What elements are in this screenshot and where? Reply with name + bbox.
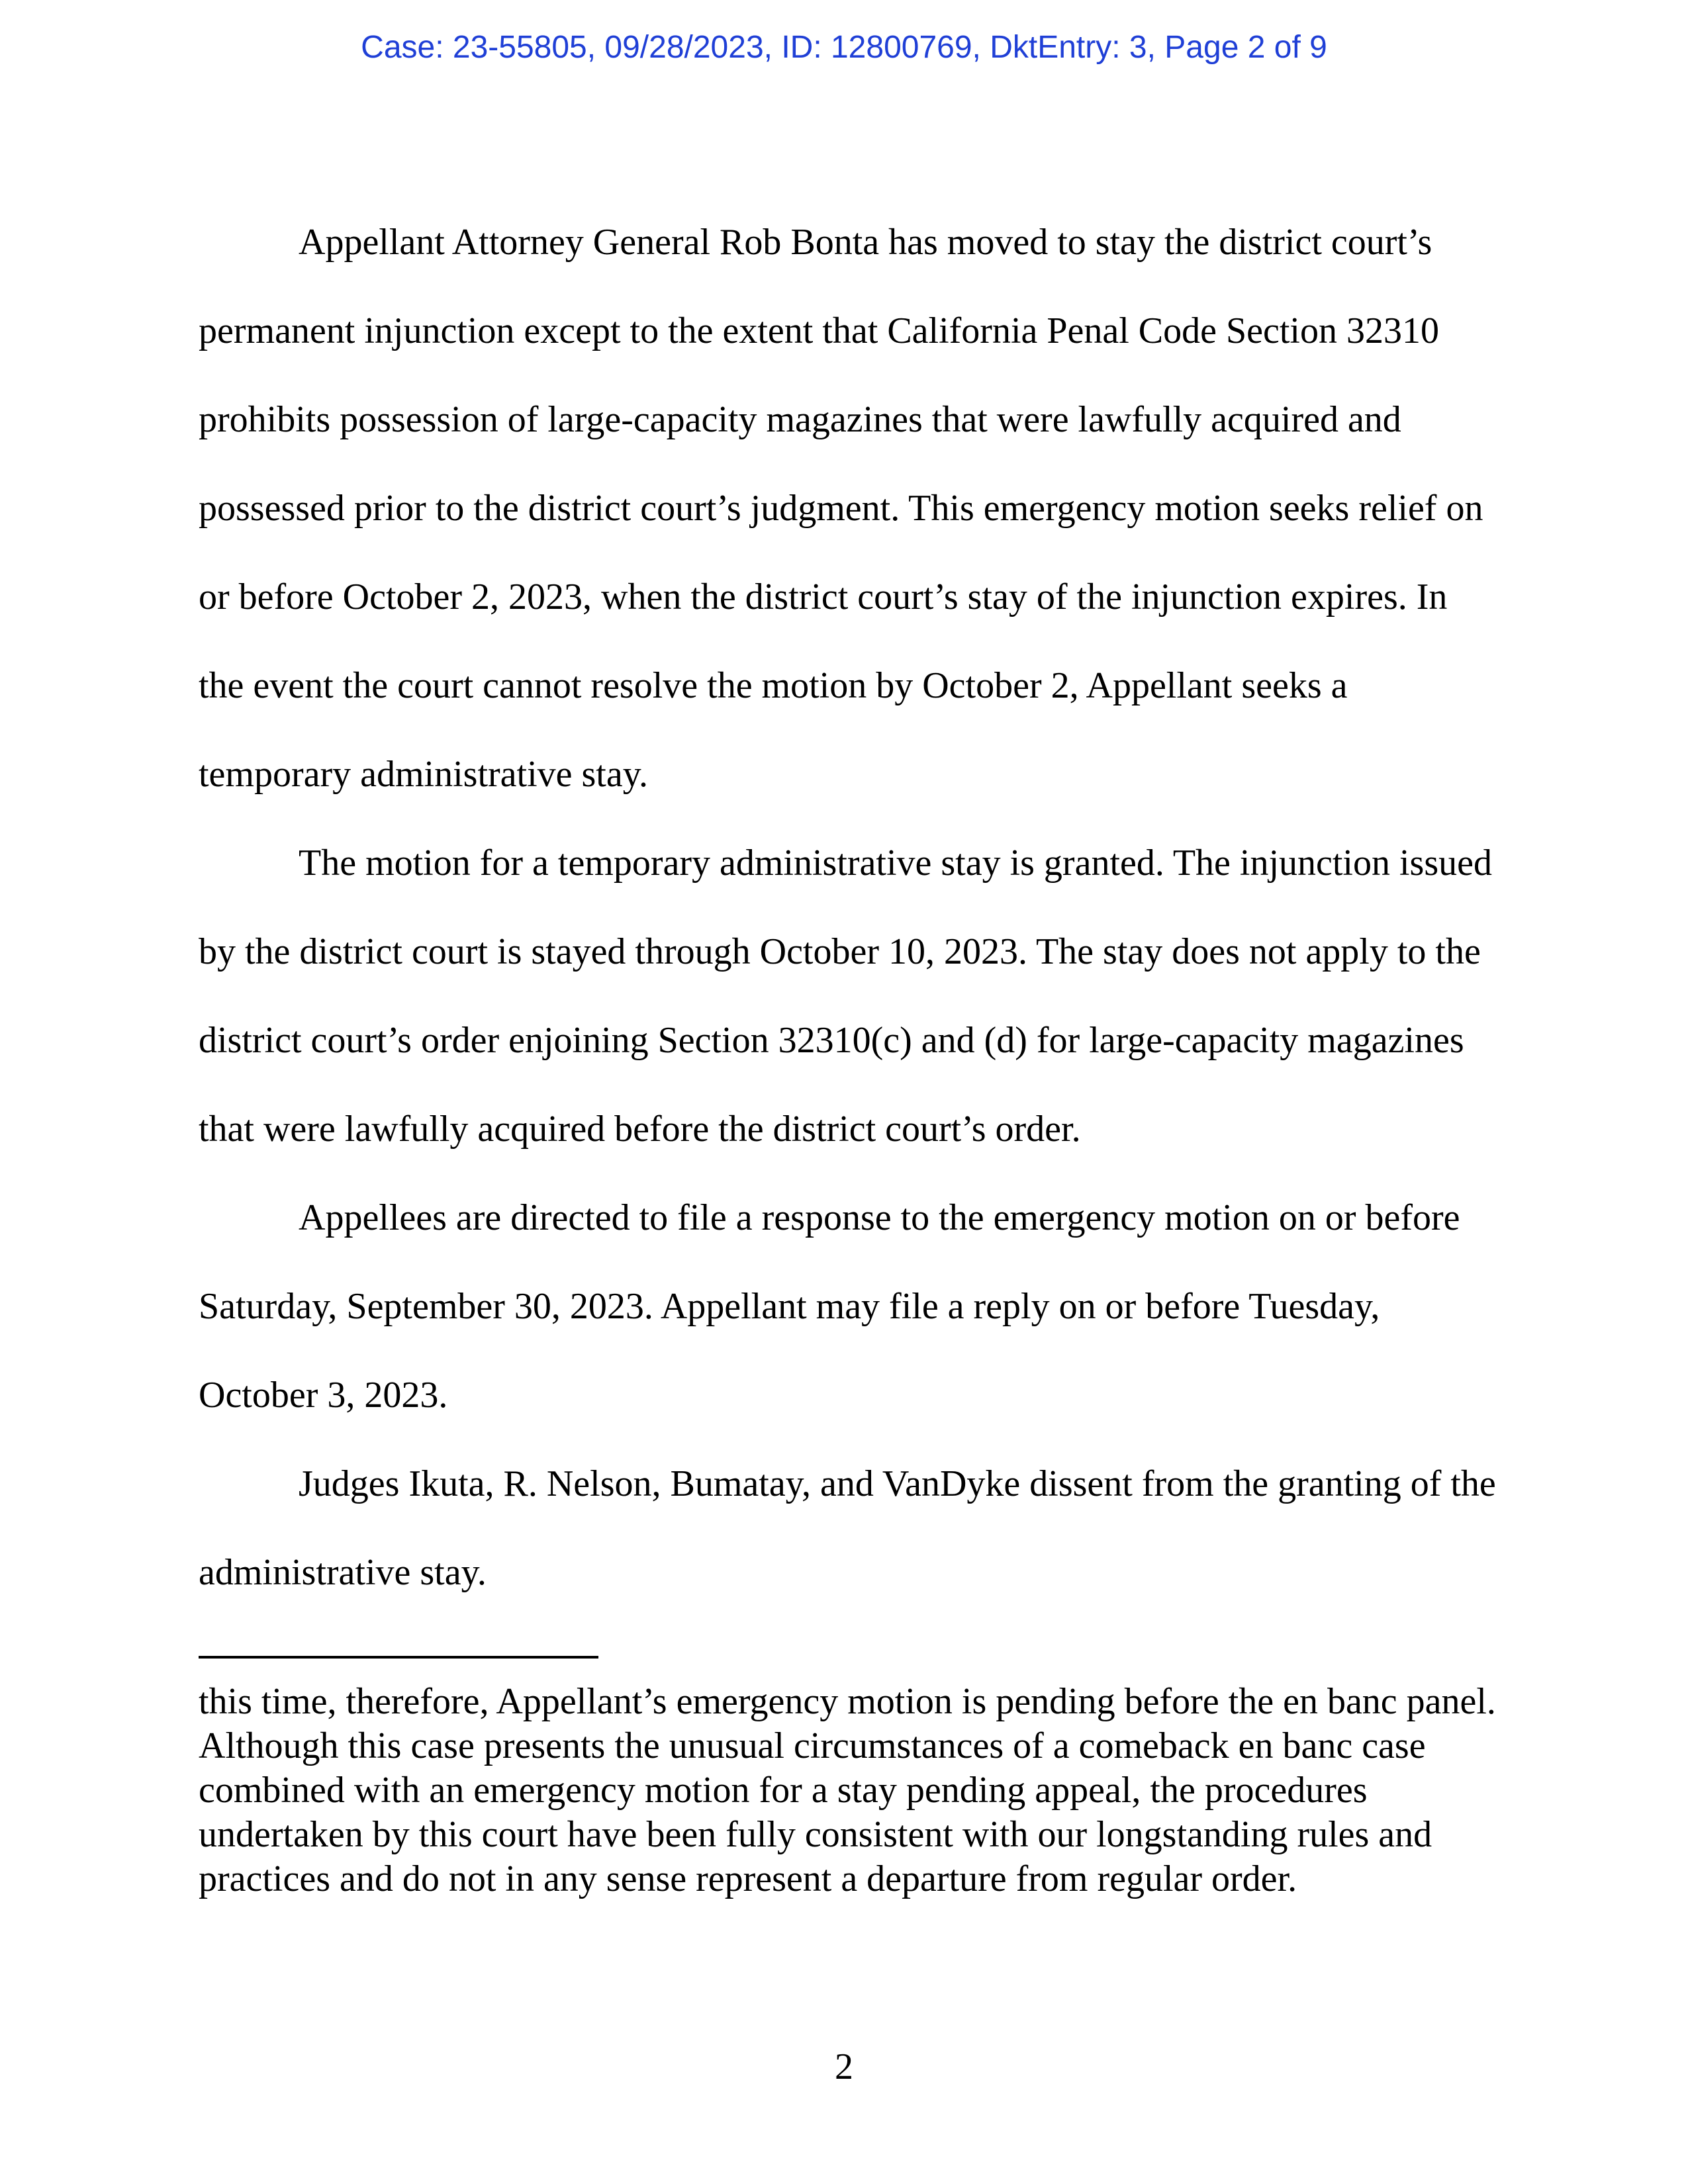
page-number: 2 [835,2046,853,2087]
document-body [199,198,1496,1617]
paragraph-stay-granted: The motion for a temporary administrative stay is granted. The injunction issued by the district court is stayed through October 10, 2023. The stay does not apply to the district court’s order enjoining Section 32310(c) and (d) for large-capacity magazines that were lawfully acquired before the district court’s order. [199,842,1492,1150]
case-header: Case: 23-55805, 09/28/2023, ID: 12800769, DktEntry: 3, Page 2 of 9 [361,30,1327,65]
paragraph-response-schedule: Appellees are directed to file a response to the emergency motion on or before Saturday, September 30, 2023. Appellant may file a reply on or before Tuesday, October 3, 2023. [199,1197,1460,1416]
paragraph-motion-summary: Appellant Attorney General Rob Bonta has moved to stay the district court’s permanent injunction except to the extent that California Penal Code Section 32310 prohibits possession of large-capacity magazines that were lawfully acquired and possessed prior to the district court’s judgment. This emergency motion seeks relief on or before October 2, 2023, when the district court’s stay of the injunction expires. In the event the court cannot resolve the motion by October 2, Appellant seeks a temporary administrative stay. [199,222,1483,795]
footnote-text: this time, therefore, Appellant’s emergency motion is pending before the en banc panel. Although this case presents the unusual circumstances of a comeback en banc case combined with an emergency motion for a stay pending appeal, the procedures undertaken by this court have been fully consistent with our longstanding rules and practices and do not in any sense represent a departure from regular order. [199,1681,1496,1899]
footnote-divider [199,1656,598,1659]
paragraph-dissent: Judges Ikuta, R. Nelson, Bumatay, and VanDyke dissent from the granting of the administrative stay. [199,1463,1496,1593]
